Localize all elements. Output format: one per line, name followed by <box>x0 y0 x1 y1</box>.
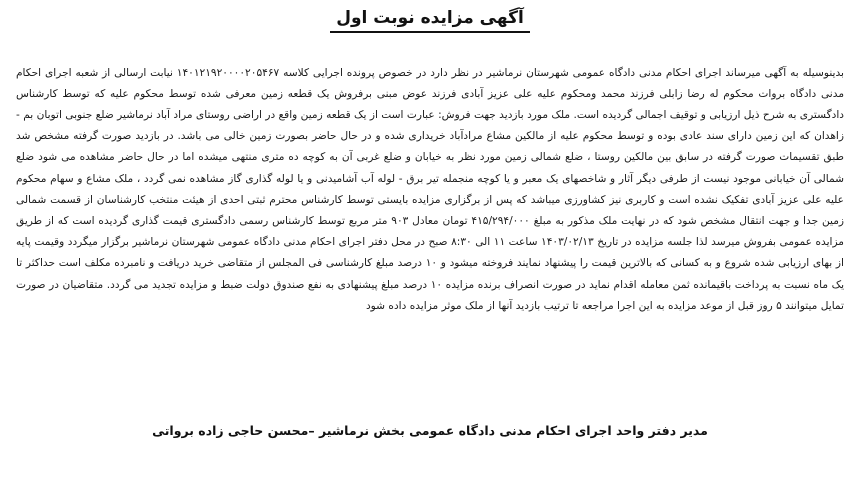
notice-body: بدینوسیله به آگهی میرساند اجرای احکام مدنی دادگاه عمومی شهرستان نرماشیر در نظر دارد در خصوص پرونده اجرایی کلاسه ۱۴۰۱۲۱۹۲۰۰۰۰۲۰۵۴۶۷ نیابت ارسالی از شعبه اجرای احکام مدنی دادگاه بروات محکوم له رضا زابلی فرزند محمد ومحکوم علیه علی عزیز آبادی فرزند عوض مبنی برفروش یک قطعه زمین معرفی شده توسط محکوم علیه که توسط کارشناس دادگستری به شرح ذیل ارزیابی و توقیف اجمالی گردیده است. ملک مورد بازدید جهت فروش: عبارت است از یک قطعه زمین واقع در اراضی روستای مراد آباد نرماشیر ضلع جنوبی اتوبان بم - زاهدان که این زمین دارای سند عادی بوده و توسط محکوم علیه از مالکین مشاع مرادآباد خریداری شده و در حال حاضر بصورت زمین خالی می باشد. در بازدید صورت گرفته مشخص شد طبق تقسیمات صورت گرفته در سابق بین مالکین روستا ، ضلع شمالی زمین مورد نظر به خیابان و ضلع غربی آن به کوچه ده متری منتهی میشده اما در حال حاضر مشاهده می شود ضلع شمالی آن خیابانی موجود نیست از طرفی دیگر آثار و شاخصهای یک معبر و یا کوچه منجمله تیر برق - لوله آب آشامیدنی و یا لوله گذاری گاز مشاهده نمی گردد ، ملک مشاع و سهام محکوم علیه علی عزیز آبادی تفکیک نشده است و کاربری نیز کشاورزی میباشد که پس از برگزاری مزایده بایستی توسط کارشناس محترم ثبتی احدی از هیئت منتخب کارشناسان از قسمت شمالی زمین جدا و جهت انتقال مشخص شود که در نهایت ملک مذکور به مبلغ ۴۱۵/۲۹۴/۰۰۰ تومان معادل ۹۰۳ متر مربع توسط کارشناس رسمی دادگستری قیمت گذاری گردیده است که از طریق مزایده عمومی بفروش میرسد لذا جلسه مزایده در تاریخ ۱۴۰۳/۰۲/۱۳ ساعت ۱۱ الی ۸:۳۰ صبح در محل دفتر اجرای احکام مدنی دادگاه عمومی شهرستان نرماشیر برگزار میگردد وقیمت پایه از بهای ارزیابی شده شروع و به کسانی که بالاترین قیمت را پیشنهاد نمایند فروخته میشود و ۱۰ درصد مبلغ کارشناسی فی المجلس از متقاضی خرید دریافت و نامبرده مکلف است حداکثر تا یک ماه نسبت به پرداخت باقیمانده ثمن معامله اقدام نماید در صورت انصراف برنده مزایده ۱۰ درصد مبلغ پیشنهادی به نفع صندوق دولت ضبط و مزایده تجدید می گردد. متقاضیان در صورت تمایل میتوانند ۵ روز قبل از موعد مزایده به این اجرا مراجعه تا ترتیب بازدید آنها از ملک موثر مزایده داده شود <box>16 66 845 312</box>
title-container <box>0 8 860 33</box>
notice-signature: مدیر دفتر واحد اجرای احکام مدنی دادگاه عمومی بخش نرماشیر –محسن حاجی زاده برواتی <box>152 423 708 438</box>
notice-title: آگهی مزایده نوبت اول <box>330 8 530 33</box>
